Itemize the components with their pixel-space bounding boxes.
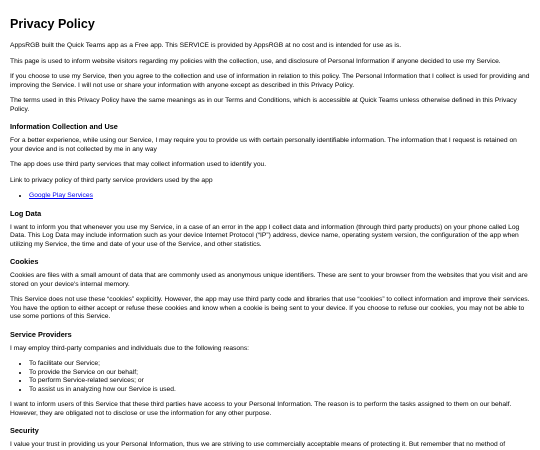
- third-party-links-list: [10, 192, 531, 201]
- service-providers-list: [10, 360, 531, 394]
- intro-paragraph-4: The terms used in this Privacy Policy have the same meanings as in our Terms and Conditions, which is accessible at Quick Teams unless otherwise defined in this Privacy Policy.: [10, 97, 517, 113]
- page-title: Privacy Policy: [10, 17, 95, 31]
- cookies-paragraph-2: This Service does not use these “cookies” explicitly. However, the app may use third party code and libraries that use “cookies” to collect information and improve their services. You have the option to either accept or refuse these cookies and know when a cookie is being sent to your device. If you choose to refuse our cookies, you may not be able to use some portions of this Service.: [10, 296, 530, 320]
- log-data-paragraph: I want to inform you that whenever you use my Service, in a case of an error in the app I collect data and information (through third party products) on your phone called Log Data. This Log Data may include information such as your device Internet Protocol (“IP”) address, device name, operating system version, the configuration of the app when utilizing my Service, the time and date of your use of the Service, and other statistics.: [10, 223, 520, 248]
- cookies-heading: Cookies: [10, 257, 39, 266]
- security-heading: Security: [10, 426, 39, 435]
- info-collection-paragraph-3: Link to privacy policy of third party service providers used by the app: [10, 176, 213, 184]
- service-providers-heading: Service Providers: [10, 329, 72, 339]
- security-paragraph: I value your trust in providing us your Personal Information, thus we are striving to use commercially acceptable means of protecting it. But remember that no method of: [10, 441, 506, 448]
- list-item: • To facilitate our Service;: [29, 360, 531, 369]
- service-providers-intro: I may employ third-party companies and individuals due to the following reasons:: [10, 344, 250, 352]
- list-item: • To perform Service-related services; or: [29, 377, 531, 386]
- intro-paragraph-3: If you choose to use my Service, then you agree to the collection and use of information in relation to this policy. The Personal Information that I collect is used for providing and improving the Service. I will not use or share your information with anyone except as described in this Privacy Policy.: [10, 73, 530, 89]
- intro-paragraph-2: This page is used to inform website visitors regarding my policies with the collection, use, and disclosure of Personal Information if anyone decided to use my Service.: [10, 57, 501, 65]
- google-play-services-link[interactable]: Google Play Services: [29, 192, 93, 199]
- service-providers-outro: I want to inform users of this Service that these third parties have access to your Personal Information. The reason is to perform the tasks assigned to them on our behalf. However, they are obligated not to disclose or use the information for any other purpose.: [10, 401, 512, 417]
- list-item: [29, 192, 531, 201]
- info-collection-heading: Information Collection and Use: [10, 122, 118, 131]
- info-collection-paragraph-2: The app does use third party services that may collect information used to identify you.: [10, 161, 267, 168]
- list-item: • To provide the Service on our behalf;: [29, 369, 531, 378]
- cookies-paragraph-1: Cookies are files with a small amount of data that are commonly used as anonymous unique identifiers. These are sent to your browser from the websites that you visit and are stored on your device's internal memory.: [10, 272, 528, 288]
- list-item: • To assist us in analyzing how our Service is used.: [29, 386, 531, 395]
- log-data-heading: Log Data: [10, 208, 42, 218]
- intro-paragraph-1: AppsRGB built the Quick Teams app as a Free app. This SERVICE is provided by AppsRGB at no cost and is intended for use as is.: [10, 42, 402, 49]
- info-collection-paragraph-1: For a better experience, while using our Service, I may require you to provide us with certain personally identifiable information. The information that I request is retained on your device and is not collected by me in any way: [10, 137, 517, 153]
